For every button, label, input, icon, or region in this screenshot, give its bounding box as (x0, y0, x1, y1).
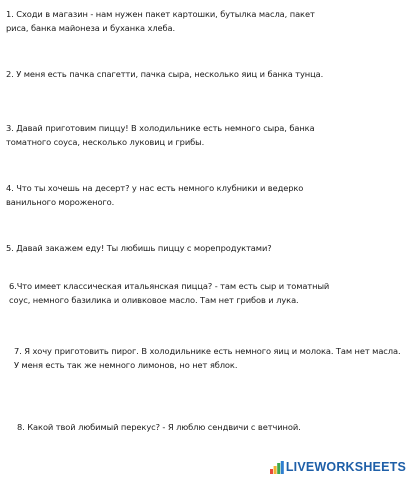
exercise-item-6 (9, 279, 329, 307)
exercise-item-8-line-1: 8. Какой твой любимый перекус? - Я люблю сендвичи с ветчиной. (17, 422, 301, 432)
exercise-item-4 (6, 181, 303, 209)
exercise-item-6-line-1: 6.Что имеет классическая итальянская пицца? - там есть сыр и томатный (9, 281, 330, 291)
exercise-item-1 (6, 7, 315, 35)
exercise-item-1-line-1: 1. Сходи в магазин - нам нужен пакет картошки, бутылка масла, пакет (6, 9, 315, 19)
liveworksheets-logo-icon (270, 461, 284, 474)
exercise-item-5-line-1: 5. Давай закажем еду! Ты любишь пиццу с морепродуктами? (6, 243, 272, 253)
exercise-item-2 (6, 67, 323, 81)
exercise-item-5 (6, 241, 272, 255)
exercise-item-6-line-2: соус, немного базилика и оливковое масло. Там нет грибов и лука. (9, 295, 299, 305)
exercise-item-3-line-2: томатного соуса, несколько луковиц и грибы. (6, 137, 205, 147)
exercise-item-7 (14, 344, 401, 372)
exercise-item-4-line-1: 4. Что ты хочешь на десерт? у нас есть немного клубники и ведерко (6, 183, 304, 193)
exercise-item-3 (6, 121, 315, 149)
exercise-item-7-line-1: 7. Я хочу приготовить пирог. В холодильнике есть немного яиц и молока. Там нет масла. (14, 346, 401, 356)
exercise-item-4-line-2: ванильного мороженого. (6, 197, 115, 207)
exercise-item-7-line-2: У меня есть так же немного лимонов, но нет яблок. (14, 360, 238, 370)
exercise-item-3-line-1: 3. Давай приготовим пиццу! В холодильнике есть немного сыра, банка (6, 123, 315, 133)
exercise-item-1-line-2: риса, банка майонеза и буханка хлеба. (6, 23, 176, 33)
exercise-item-2-line-1: 2. У меня есть пачка спагетти, пачка сыра, несколько яиц и банка тунца. (6, 69, 324, 79)
liveworksheets-logo[interactable] (270, 459, 406, 475)
exercise-item-8 (17, 420, 301, 434)
liveworksheets-logo-text: LIVEWORKSHEETS (285, 460, 406, 474)
